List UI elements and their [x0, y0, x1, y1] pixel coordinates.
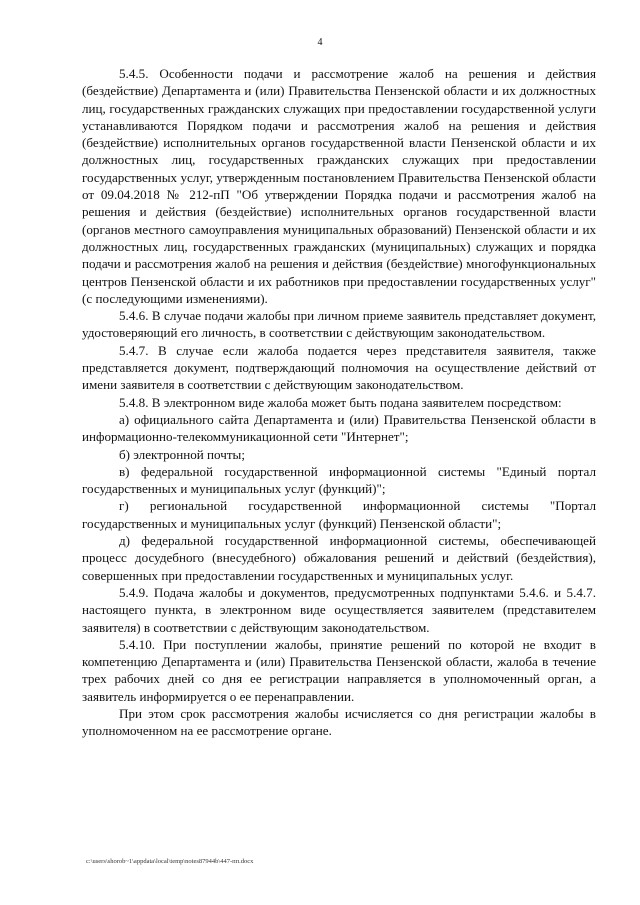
paragraph-5-4-7: 5.4.7. В случае если жалоба подается через представителя заявителя, также представляется документ, подтверждающий полномочия на осуществление действий от имени заявителя в соответствии с действующим законодательством. [82, 342, 596, 393]
paragraph-5-4-9: 5.4.9. Подача жалобы и документов, предусмотренных подпунктами 5.4.6. и 5.4.7. настоящего пункта, в электронном виде осуществляется заявителем (представителем заявителя) в соответствии с действующим законодательством. [82, 584, 596, 635]
footer-file-path: c:\users\shorob~1\appdata\local\temp\notes87944b\447-пп.docx [86, 858, 254, 865]
list-item-d: д) федеральной государственной информационной системы, обеспечивающей процесс досудебного (внесудебного) обжалования решений и действий (бездействия), совершенных при предоставлении государственных и муниципальных услуг. [82, 533, 596, 583]
paragraph-5-4-10: 5.4.10. При поступлении жалобы, принятие решений по которой не входит в компетенцию Департамента и (или) Правительства Пензенской области, жалоба в течение трех рабочих дней со дня ее регистрации направляется в уполномоченный орган, а заявитель информируется о ее перенаправлении. [82, 636, 596, 704]
paragraph-5-4-6: 5.4.6. В случае подачи жалобы при личном приеме заявитель представляет документ, удостоверяющий его личность, в соответствии с действующим законодательством. [82, 308, 596, 341]
list-item-g: г) региональной государственной информационной системы "Портал государственных и муниципальных услуг (функций) Пензенской области"; [82, 498, 596, 531]
paragraph-5-4-8: 5.4.8. В электронном виде жалоба может быть подана заявителем посредством: [119, 394, 562, 410]
document-body [82, 65, 596, 740]
list-item-b: б) электронной почты; [119, 446, 245, 462]
list-item-a: а) официального сайта Департамента и (или) Правительства Пензенской области в информационно-телекоммуникационной сети "Интернет"; [82, 411, 596, 445]
page-number: 4 [317, 37, 323, 48]
list-item-v: в) федеральной государственной информационной системы "Единый портал государственных и муниципальных услуг (функций)"; [82, 463, 596, 497]
paragraph-review-period: При этом срок рассмотрения жалобы исчисляется со дня регистрации жалобы в уполномоченном на ее рассмотрение органе. [82, 705, 596, 739]
paragraph-5-4-5: 5.4.5. Особенности подачи и рассмотрение жалоб на решения и действия (бездействие) Департамента и (или) Правительства Пензенской области и их должностных лиц, государственных гражданских служащих при предоставлении государственной услуги устанавливаются Порядком подачи и рассмотрения жалоб на решения и действия (бездействие) исполнительных органов государственной власти Пензенской области и их должностных лиц, государственных гражданских служащих при предоставлении государственных услуг, утвержденным постановлением Правительства Пензенской области от 09.04.2018 № 212-пП "Об утверждении Порядка подачи и рассмотрения жалоб на решения и действия (бездействие) исполнительных органов государственной власти (органов местного самоуправления муниципальных образований) Пензенской области и их должностных лиц, государственных гражданских (муниципальных) служащих и порядка подачи и рассмотрения жалоб на решения и действия (бездействие) многофункциональных центров Пензенской области и их работников при предоставлении государственных услуг" (с последующими изменениями). [82, 66, 596, 306]
